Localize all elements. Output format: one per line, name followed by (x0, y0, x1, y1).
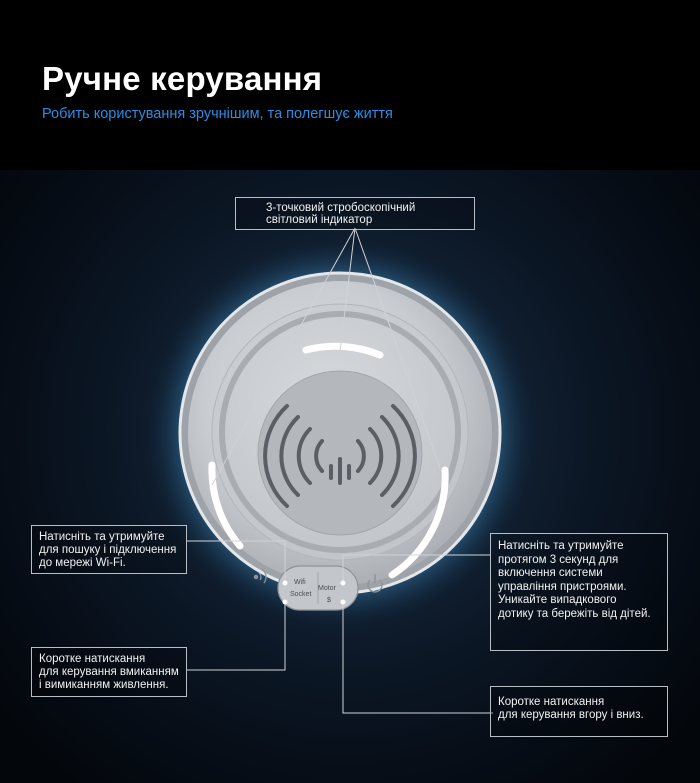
callout-hold (490, 533, 668, 651)
callout-power-line2: для керування вмиканням (39, 666, 179, 678)
callout-updown-line2: для керування вгору і вниз. (498, 709, 644, 721)
callout-hold-line1: Натисніть та утримуйте (498, 540, 624, 552)
callout-updown-line1: Коротке натискання (498, 696, 605, 708)
callout-indicator-line2: світловий індикатор (266, 214, 373, 226)
product-stage (0, 170, 700, 783)
motor-label: Motor (318, 585, 336, 592)
header (0, 0, 700, 170)
dot-dollar (341, 600, 346, 605)
socket-label: Socket (290, 591, 312, 598)
callout-updown (490, 686, 668, 737)
wifi-label: Wifi (294, 579, 306, 586)
callout-power (31, 647, 187, 697)
callout-hold-line5: Уникайте випадкового (498, 594, 617, 606)
callout-hold-line6: дотику та бережіть від дітей. (498, 607, 651, 620)
callout-wifi-line3: до мережі Wi-Fi. (39, 557, 126, 569)
page-subtitle: Робить користування зручнішим, та полегшує життя (42, 106, 393, 122)
callout-wifi-line1: Натисніть та утримуйте (39, 531, 165, 543)
page-title: Ручне керування (42, 60, 323, 97)
callout-wifi (31, 525, 187, 574)
dollar-label: $ (327, 597, 331, 604)
dot-motor (341, 581, 346, 586)
callout-hold-line4: управління пристроями. (498, 580, 627, 593)
callout-hold-line3: включення системи (498, 567, 603, 579)
callout-power-line1: Коротке натискання (39, 653, 146, 665)
callout-indicator (235, 197, 475, 230)
callout-power-line3: і вимиканням живлення. (39, 679, 169, 691)
dot-wifi (283, 581, 288, 586)
callout-wifi-line2: для пошуку і підключення (39, 544, 177, 556)
callout-indicator-line1: 3-точковий стробоскопічний (266, 202, 416, 214)
callout-hold-line2: протягом 3 секунд для (498, 553, 619, 566)
dot-socket (283, 600, 288, 605)
